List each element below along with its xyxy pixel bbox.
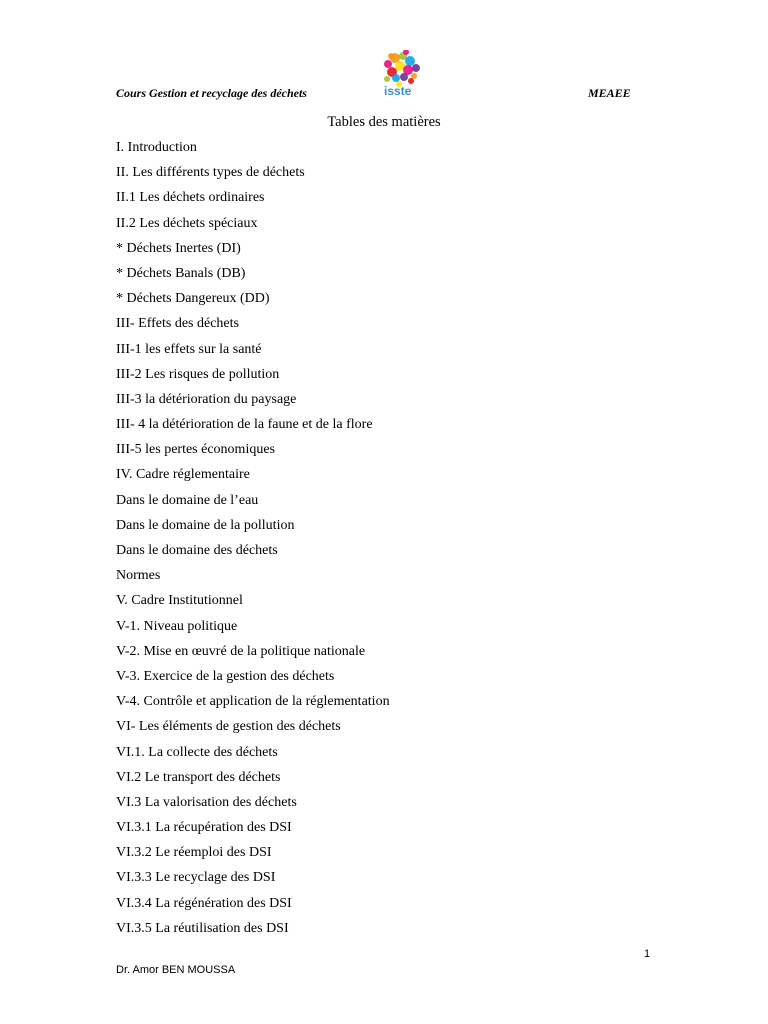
toc-item: V-2. Mise en œuvré de la politique nationale <box>116 643 366 659</box>
author-footer: Dr. Amor BEN MOUSSA <box>116 964 236 976</box>
toc-item: * Déchets Dangereux (DD) <box>116 291 270 307</box>
svg-text:isste: isste <box>384 84 412 98</box>
toc-item: VI- Les éléments de gestion des déchets <box>116 719 341 735</box>
toc-item: Dans le domaine des déchets <box>116 543 278 558</box>
toc-item: V-4. Contrôle et application de la réglementation <box>116 694 390 710</box>
toc-item: VI.3.2 Le réemploi des DSI <box>116 845 272 861</box>
toc-item: Dans le domaine de l’eau <box>116 492 259 508</box>
toc-item: IV. Cadre réglementaire <box>116 467 250 483</box>
isste-logo <box>378 50 424 100</box>
toc-item: VI.2 Le transport des déchets <box>116 769 281 785</box>
toc-item: I. Introduction <box>116 140 197 155</box>
toc-item: II.2 Les déchets spéciaux <box>116 215 258 231</box>
toc-item: III-2 Les risques de pollution <box>116 366 280 382</box>
toc-item: III- Effets des déchets <box>116 316 239 332</box>
toc-item: * Déchets Inertes (DI) <box>116 240 241 256</box>
toc-item: VI.1. La collecte des déchets <box>116 744 278 760</box>
org-name: MEAEE <box>588 86 631 100</box>
toc-item: VI.3.5 La réutilisation des DSI <box>116 920 289 936</box>
toc-item: * Déchets Banals (DB) <box>116 265 246 281</box>
toc-item: III-3 la détérioration du paysage <box>116 391 297 407</box>
toc-item: VI.3.1 La récupération des DSI <box>116 820 292 836</box>
toc-item: V-3. Exercice de la gestion des déchets <box>116 668 335 684</box>
toc-item: Normes <box>116 568 161 584</box>
toc-item: II.1 Les déchets ordinaires <box>116 190 265 206</box>
course-title: Cours Gestion et recyclage des déchets <box>116 86 307 100</box>
toc-item: V-1. Niveau politique <box>116 618 238 634</box>
toc-item: VI.3.3 Le recyclage des DSI <box>116 870 276 886</box>
toc-item: III- 4 la détérioration de la faune et de la flore <box>116 417 373 433</box>
table-of-contents <box>116 135 390 941</box>
toc-item: VI.3 La valorisation des déchets <box>116 794 297 810</box>
toc-item: Dans le domaine de la pollution <box>116 517 295 533</box>
page-number: 1 <box>644 948 651 960</box>
toc-item: V. Cadre Institutionnel <box>116 593 243 609</box>
toc-item: II. Les différents types de déchets <box>116 165 305 181</box>
toc-item: VI.3.4 La régénération des DSI <box>116 895 292 911</box>
toc-title: Tables des matières <box>327 114 441 130</box>
toc-item: III-1 les effets sur la santé <box>116 341 262 357</box>
toc-item: III-5 les pertes économiques <box>116 442 275 458</box>
